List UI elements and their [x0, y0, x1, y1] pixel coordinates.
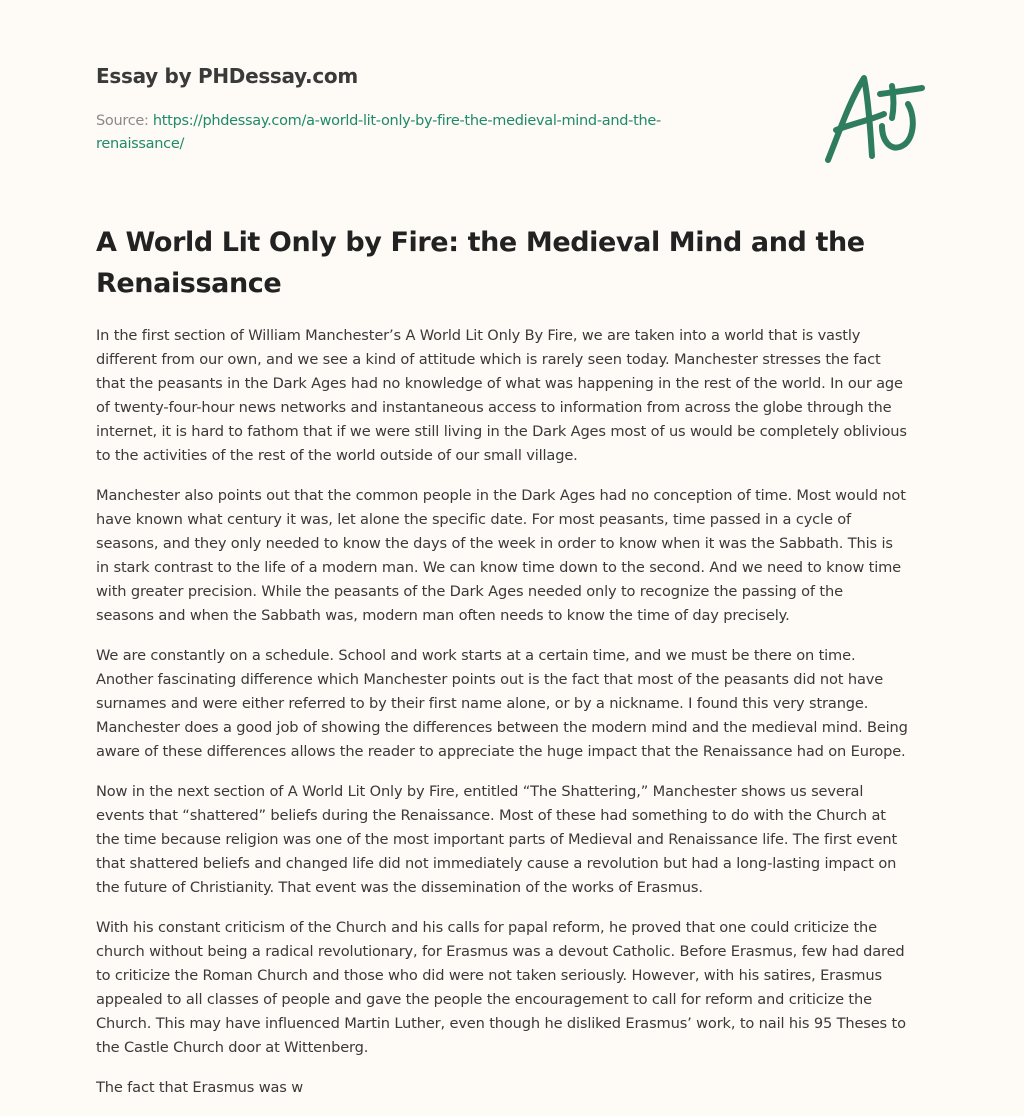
paragraph: [96, 1076, 936, 1100]
site-title: Essay by PHDessay.com: [96, 64, 358, 88]
paragraph-line: surnames and were either referred to by their first name alone, or by a nickname. I found this very strange.: [96, 695, 869, 712]
paragraph-line: appealed to all classes of people and gave the people the encouragement to call for reform and criticize the: [96, 991, 872, 1008]
paragraph-line: with greater precision. While the peasants of the Dark Ages needed only to recognize the passing of the: [96, 583, 843, 600]
source-label: Source:: [96, 113, 149, 129]
paragraph-line: the time because religion was one of the most important parts of Medieval and Renaissance life. The first event: [96, 831, 898, 848]
paragraph-line: to criticize the Roman Church and those who did were not taken seriously. However, with his satires, Erasmus: [96, 967, 882, 984]
title-line: A World Lit Only by Fire: the Medieval Mind and the: [96, 227, 865, 258]
paragraph-line: internet, it is hard to fathom that if we were still living in the Dark Ages most of us would be completely oblivious: [96, 423, 907, 440]
paragraph-line: church without being a radical revolutionary, for Erasmus was a devout Catholic. Before Erasmus, few had dared: [96, 943, 905, 960]
paragraph: [96, 644, 936, 764]
title-line: Renaissance: [96, 268, 282, 299]
paragraph-line: In the first section of William Manchester’s A World Lit Only By Fire, we are taken into a world that is vastly: [96, 327, 861, 344]
paragraph-line: that shattered beliefs and changed life did not immediately cause a revolution but had a long-lasting impact on: [96, 855, 897, 872]
paragraph: [96, 324, 936, 468]
paragraph-line: Manchester also points out that the common people in the Dark Ages had no conception of time. Most would not: [96, 487, 906, 504]
paragraph-line: the Castle Church door at Wittenberg.: [96, 1039, 369, 1056]
paragraph-line: With his constant criticism of the Church and his calls for papal reform, he proved that one could criticize the: [96, 919, 877, 936]
paragraph-line: The fact that Erasmus was w: [96, 1079, 304, 1096]
paragraph-line: seasons and when the Sabbath was, modern man often needs to know the time of day precisely.: [96, 607, 790, 624]
paragraph-line: Another fascinating difference which Manchester points out is the fact that most of the peasants did not have: [96, 671, 884, 688]
paragraph-line: seasons, and they only needed to know the days of the week in order to know when it was the Sabbath. This is: [96, 535, 893, 552]
paragraph-line: of twenty-four-hour news networks and instantaneous access to information from across the globe through the: [96, 399, 892, 416]
paragraph: [96, 780, 936, 900]
source-line: [96, 110, 736, 156]
source-link[interactable]: https://phdessay.com/a-world-lit-only-by-fire-the-medieval-mind-and-the- renaissance/: [96, 113, 661, 152]
paragraph-line: aware of these differences allows the reader to appreciate the huge impact that the Renaissance had on Europe.: [96, 743, 906, 760]
paragraph-line: have known what century it was, let alone the specific date. For most peasants, time passed in a cycle of: [96, 511, 852, 528]
paragraph-line: in stark contrast to the life of a modern man. We can know time down to the second. And we need to know time: [96, 559, 902, 576]
paragraph-line: Church. This may have influenced Martin Luther, even though he disliked Erasmus’ work, to nail his 95 Theses to: [96, 1015, 906, 1032]
paragraph-line: different from our own, and we see a kind of attitude which is rarely seen today. Manchester stresses the fact: [96, 351, 881, 368]
paragraph: [96, 916, 936, 1060]
paragraph-line: We are constantly on a schedule. School and work starts at a certain time, and we must be there on time.: [96, 647, 856, 664]
paragraph-line: the future of Christianity. That event was the dissemination of the works of Erasmus.: [96, 879, 703, 896]
article-body: [96, 324, 936, 1116]
a-plus-logo-icon: [818, 64, 930, 168]
paragraph-line: events that “shattered” beliefs during the Renaissance. Most of these had something to do with the Church at: [96, 807, 886, 824]
paragraph: [96, 484, 936, 628]
paragraph-line: Now in the next section of A World Lit Only by Fire, entitled “The Shattering,” Manchester shows us several: [96, 783, 864, 800]
article-title: [96, 222, 936, 304]
paragraph-line: that the peasants in the Dark Ages had no knowledge of what was happening in the rest of the world. In our age: [96, 375, 903, 392]
paragraph-line: Manchester does a good job of showing the differences between the modern mind and the medieval mind. Being: [96, 719, 908, 736]
paragraph-line: to the activities of the rest of the world outside of our small village.: [96, 447, 578, 464]
